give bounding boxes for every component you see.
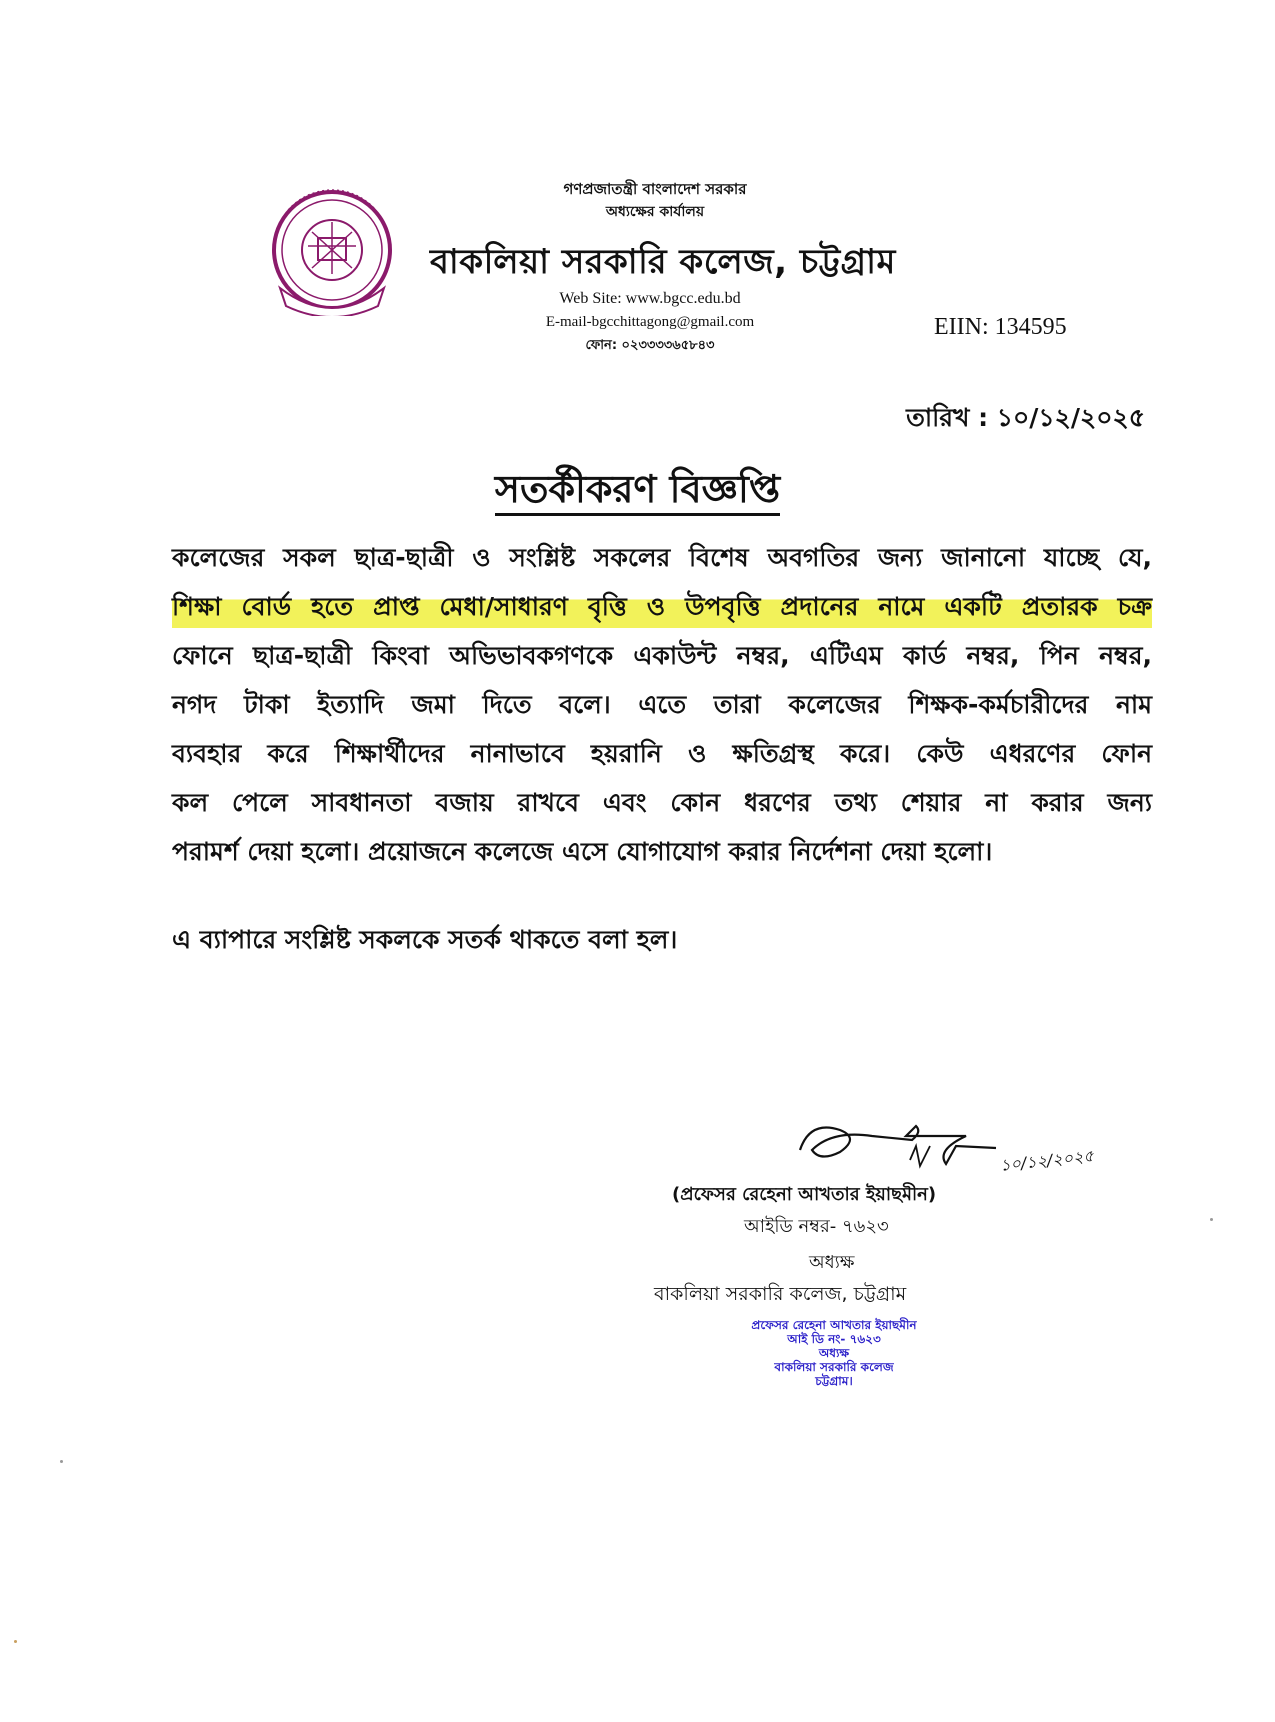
government-heading: গণপ্রজাতন্ত্রী বাংলাদেশ সরকার	[563, 180, 747, 198]
email-text: E-mail-bgcchittagong@gmail.com	[545, 314, 755, 330]
stamp-designation: অধ্যক্ষ	[818, 1346, 850, 1360]
signature	[790, 1110, 1170, 1190]
body-line: পরামর্শ দেয়া হলো। প্রয়োজনে কলেজে এসে যোগাযোগ করার নির্দেশনা দেয়া হলো।	[172, 837, 993, 866]
notice-title-wrap	[0, 460, 1275, 524]
college-logo	[268, 188, 396, 316]
body-line: ব্যবহার করে শিক্ষার্থীদের নানাভাবে হয়রানি ও ক্ষতিগ্রস্থ করে। কেউ এধরণের ফোন	[172, 739, 1152, 768]
body-line: ফোনে ছাত্র-ছাত্রী কিংবা অভিভাবকগণকে একাউন্ট নম্বর, এটিএম কার্ড নম্বর, পিন নম্বর,	[172, 641, 1152, 670]
office-heading: অধ্যক্ষের কার্যালয়	[605, 204, 705, 220]
body-line-highlighted: শিক্ষা বোর্ড হতে প্রাপ্ত মেধা/সাধারণ বৃত্তি ও উপবৃত্তি প্রদানের নামে একটি প্রতারক চক্র	[172, 585, 1152, 634]
caution-line: এ ব্যাপারে সংশ্লিষ্ট সকলকে সতর্ক থাকতে বলা হল।	[172, 925, 678, 954]
signatory-college: বাকলিয়া সরকারি কলেজ, চট্টগ্রাম	[654, 1283, 907, 1305]
stamp-college: বাকলিয়া সরকারি কলেজ	[774, 1360, 894, 1374]
stamp-city: চট্টগ্রাম।	[815, 1374, 853, 1388]
stamp-id: আই ডি নং- ৭৬২৩	[787, 1332, 881, 1346]
body-line: কল পেলে সাবধানতা বজায় রাখবে এবং কোন ধরণের তথ্য শেয়ার না করার জন্য	[172, 788, 1152, 817]
website-text: Web Site: www.bgcc.edu.bd	[559, 290, 741, 307]
signature-date: ১০/১২/২০২৫	[999, 1146, 1095, 1175]
signatory-designation: অধ্যক্ষ	[809, 1252, 855, 1273]
notice-title: সতর্কীকরণ বিজ্ঞপ্তি	[495, 467, 780, 516]
notice-body	[172, 536, 1152, 879]
notice-date: তারিখ : ১০/১২/২০২৫	[906, 403, 1145, 432]
scan-speck	[1210, 1218, 1213, 1221]
eiin-number: EIIN: 134595	[934, 314, 1067, 340]
scan-speck	[60, 1460, 63, 1463]
phone-text: ফোন: ০২৩৩৩৩৬৫৮৪৩	[585, 338, 715, 353]
body-line: নগদ টাকা ইত্যাদি জমা দিতে বলে। এতে তারা কলেজের শিক্ষক-কর্মচারীদের নাম	[172, 690, 1152, 719]
body-line: কলেজের সকল ছাত্র-ছাত্রী ও সংশ্লিষ্ট সকলের বিশেষ অবগতির জন্য জানানো যাচ্ছে যে,	[172, 543, 1152, 572]
signatory-name: (প্রফেসর রেহেনা আখতার ইয়াছমীন)	[672, 1184, 937, 1205]
signatory-id: আইডি নম্বর- ৭৬২৩	[744, 1216, 889, 1237]
college-name: বাকলিয়া সরকারি কলেজ, চট্টগ্রাম	[430, 242, 896, 282]
stamp-name: প্রফেসর রেহেনা আখতার ইয়াছমীন	[751, 1318, 917, 1332]
official-stamp	[684, 1318, 984, 1388]
scan-speck	[14, 1640, 17, 1643]
